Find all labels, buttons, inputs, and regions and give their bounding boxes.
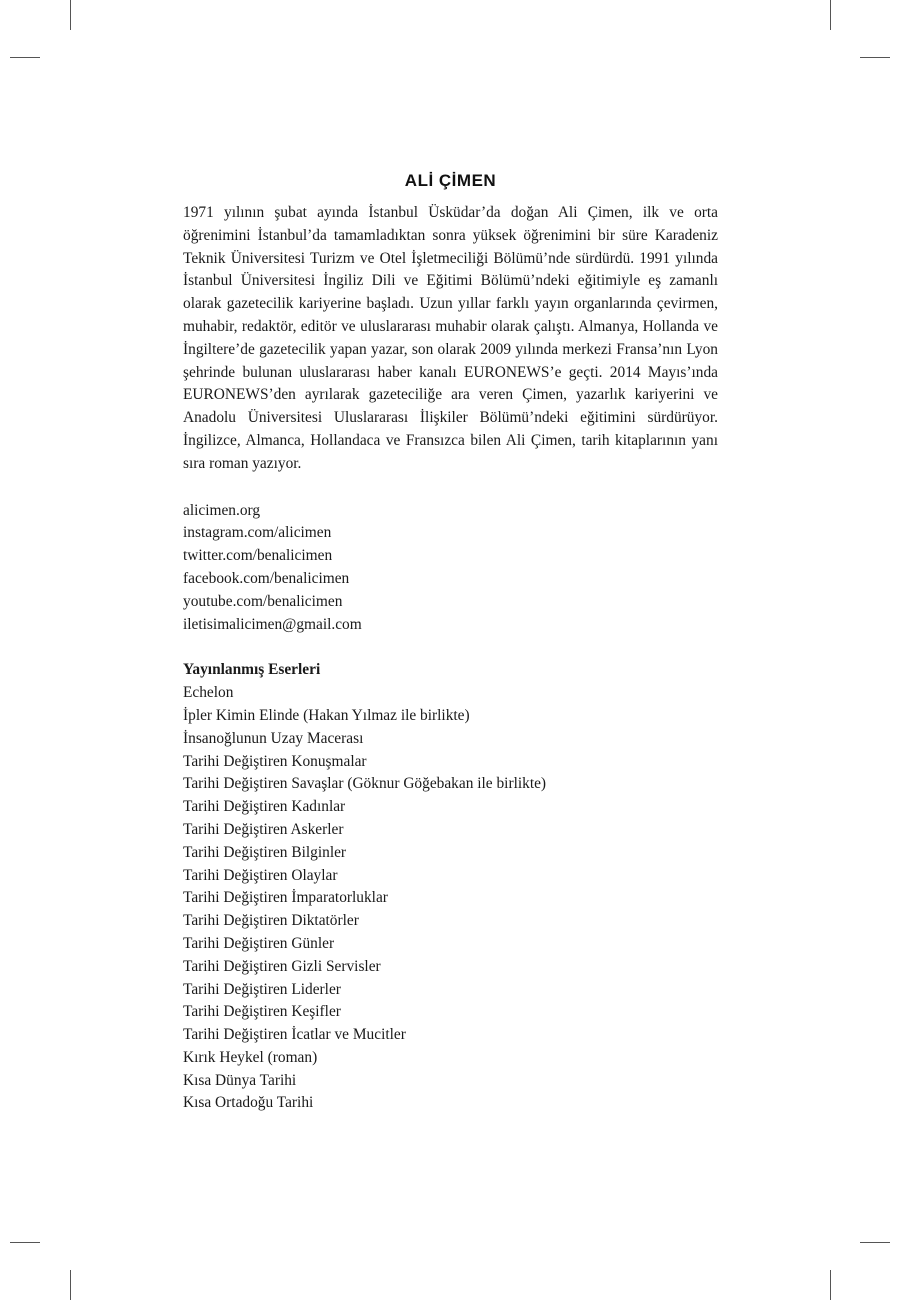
work-item: Tarihi Değiştiren Gizli Servisler	[183, 957, 381, 975]
work-item: Tarihi Değiştiren İmparatorluklar	[183, 889, 388, 907]
crop-mark-bottom-right	[830, 1270, 831, 1300]
work-item: Kısa Ortadoğu Tarihi	[183, 1094, 314, 1112]
crop-mark-top-left	[70, 0, 71, 30]
work-item: İnsanoğlunun Uzay Macerası	[183, 729, 364, 747]
work-item: Kısa Dünya Tarihi	[183, 1071, 297, 1089]
twitter-link[interactable]: twitter.com/benalicimen	[183, 547, 333, 565]
work-item: Tarihi Değiştiren Olaylar	[183, 866, 338, 884]
crop-mark-bottom-right-h	[860, 1242, 890, 1243]
author-biography: 1971 yılının şubat ayında İstanbul Üsküdar’da doğan Ali Çimen, ilk ve orta öğrenimini İstanbul’da tamamladıktan sonra yüksek öğrenimini bir süre Karadeniz Teknik Üniversitesi Turizm ve Otel İşletmeciliği Bölümü’nde sürdürdü. 1991 yılında İstanbul Üniversitesi İngiliz Dili ve Eğitimi Bölümü’ndeki eğitimiyle eş zamanlı olarak gazetecilik kariyerine başladı. Uzun yıllar farklı yayın organlarında çevirmen, muhabir, redaktör, editör ve uluslararası muhabir olarak çalıştı. Almanya, Hollanda ve İngiltere’de gazetecilik yapan yazar, son olarak 2009 yılında merkezi Fransa’nın Lyon şehrinde bulunan uluslararası haber kanalı EURONEWS’e geçti. 2014 Mayıs’ında EURONEWS’den ayrılarak gazeteciliğe ara veren Çimen, yazarlık kariyerini ve Anadolu Üniversitesi Uluslararası İlişkiler Bölümü’ndeki eğitimini sürdürüyor. İngilizce, Almanca, Hollandaca ve Fransızca bilen Ali Çimen, tarih kitaplarının yanı sıra roman yazıyor.	[183, 204, 718, 472]
work-item: Kırık Heykel (roman)	[183, 1048, 318, 1066]
published-works	[183, 659, 718, 1115]
youtube-link[interactable]: youtube.com/benalicimen	[183, 592, 343, 610]
email-link[interactable]: iletisimalicimen@gmail.com	[183, 615, 362, 633]
work-item: Tarihi Değiştiren Diktatörler	[183, 912, 359, 930]
work-item: Tarihi Değiştiren Askerler	[183, 820, 344, 838]
crop-mark-bottom-left-h	[10, 1242, 40, 1243]
crop-mark-bottom-left	[70, 1270, 71, 1300]
instagram-link[interactable]: instagram.com/alicimen	[183, 524, 332, 542]
facebook-link[interactable]: facebook.com/benalicimen	[183, 569, 350, 587]
work-item: Tarihi Değiştiren İcatlar ve Mucitler	[183, 1026, 406, 1044]
author-page	[183, 171, 718, 1115]
crop-mark-top-right-h	[860, 57, 890, 58]
crop-mark-top-right	[830, 0, 831, 30]
work-item: Tarihi Değiştiren Bilginler	[183, 843, 347, 861]
work-item: Tarihi Değiştiren Savaşlar (Göknur Göğebakan ile birlikte)	[183, 775, 547, 793]
crop-mark-top-left-h	[10, 57, 40, 58]
work-item: Tarihi Değiştiren Konuşmalar	[183, 752, 367, 770]
published-works-heading: Yayınlanmış Eserleri	[183, 661, 321, 679]
work-item: İpler Kimin Elinde (Hakan Yılmaz ile birlikte)	[183, 706, 470, 724]
work-item: Tarihi Değiştiren Kadınlar	[183, 798, 346, 816]
work-item: Tarihi Değiştiren Keşifler	[183, 1003, 341, 1021]
work-item: Echelon	[183, 684, 234, 702]
author-name-title: ALİ ÇİMEN	[404, 171, 497, 190]
website-link[interactable]: alicimen.org	[183, 501, 261, 519]
work-item: Tarihi Değiştiren Günler	[183, 934, 335, 952]
work-item: Tarihi Değiştiren Liderler	[183, 980, 341, 998]
author-links	[183, 500, 718, 637]
